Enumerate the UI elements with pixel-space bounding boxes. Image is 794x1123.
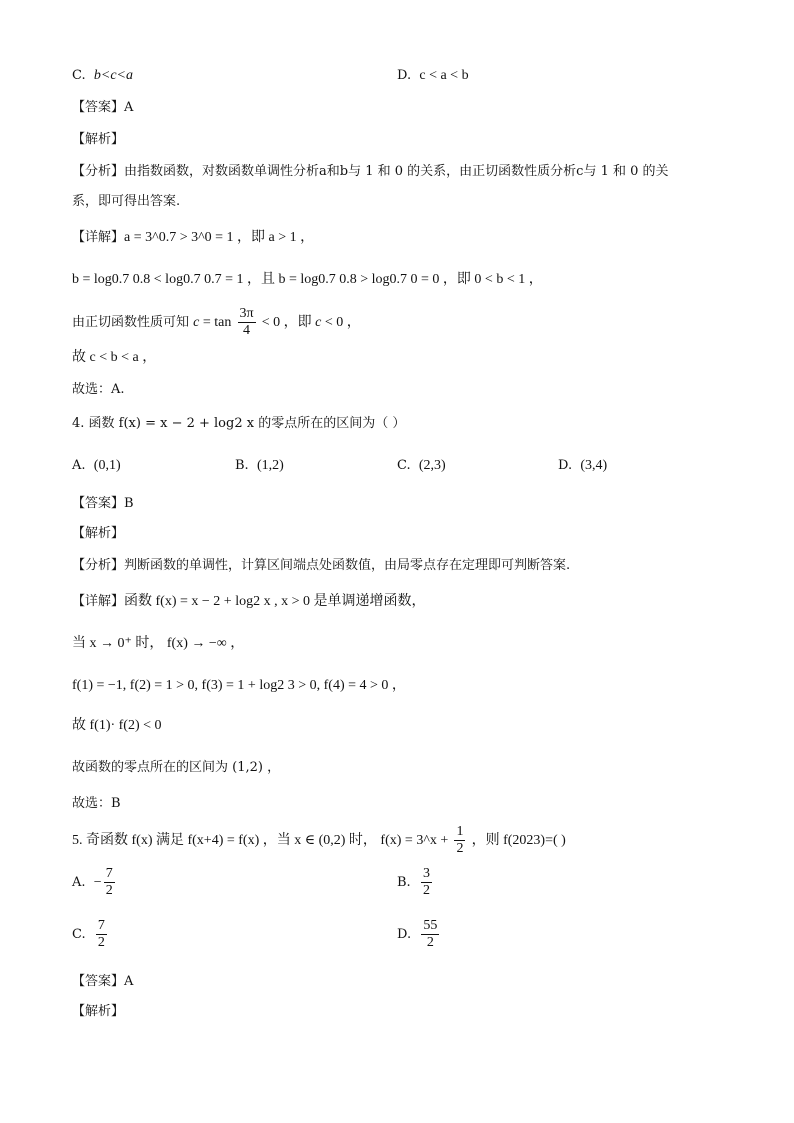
q3-option-d <box>397 66 469 86</box>
option-text: b<c<a <box>93 68 133 83</box>
q5-stem <box>72 824 566 858</box>
q5-analysis-header: 【解析】 <box>72 1004 125 1019</box>
q3-conclusion: 故选：A. <box>72 382 125 397</box>
detail-text: 由正切函数性质可知 <box>72 315 190 330</box>
fraction: $\frac{1}{2}$ <box>456 824 464 856</box>
q4-option-b: B. (1,2) <box>235 458 284 473</box>
q4-fenxi <box>72 556 570 576</box>
q4-option-a: A. (0,1) <box>72 458 121 473</box>
fraction: $\frac{3\pi}{4}$ <box>239 306 254 338</box>
q5-answer: 【答案】A <box>72 974 134 989</box>
fenxi-text: 判断函数的单调性，计算区间端点处函数值，由局零点存在定理即可判断答案. <box>124 558 571 573</box>
q4-option-d: D. (3,4) <box>558 458 608 473</box>
detail-label: 【详解】 <box>72 230 125 245</box>
q4-conclusion: 故选：B <box>72 796 121 811</box>
q4-stem: 4. 函数 f(x) = x − 2 + log2 x 的零点所在的区间为（ ） <box>72 416 406 431</box>
q4-detail-line5: 故函数的零点所在的区间为 (1,2) ， <box>72 760 281 775</box>
q5-option-d: D. $\frac{55}{2}$ <box>397 918 438 950</box>
detail-label: 【详解】 <box>72 594 125 609</box>
q3-fenxi-line1 <box>72 162 669 182</box>
stem-text: 5. 奇函数 f(x) 满足 f(x+4) = f(x) ，当 x ∈ (0,2) 时， f(x) = 3^x + <box>72 833 449 848</box>
detail-math: a = 3^0.7 > 3^0 = 1 ，即 a > 1 ， <box>124 230 315 245</box>
fenxi-text: 由指数函数，对数函数单调性分析a和b与 1 和 0 的关系，由正切函数性质分析c与 1 和 0 的关 <box>124 164 669 179</box>
q3-detail-line1 <box>72 228 314 248</box>
q3-fenxi-line2: 系，即可得出答案. <box>72 194 181 209</box>
q3-detail-line3: 由正切函数性质可知 c = tan $\frac{3\pi}{4}$ < 0 ，即 c < 0 ， <box>72 306 361 338</box>
q4-detail-line4: 故 f(1)· f(2) < 0 <box>72 718 162 733</box>
option-text: c < a < b <box>419 68 469 83</box>
q4-answer: 【答案】B <box>72 496 134 511</box>
q4-option-c: C. (2,3) <box>397 458 446 473</box>
q4-detail-line2: 当 x → 0⁺ 时， f(x) → −∞ ， <box>72 636 245 651</box>
q5-option-b: B. $\frac{3}{2}$ <box>397 866 430 898</box>
q5-option-c: C. $\frac{7}{2}$ <box>72 918 105 950</box>
q4-detail-line3: f(1) = −1, f(2) = 1 > 0, f(3) = 1 + log2 3 > 0, f(4) = 4 > 0 ， <box>72 678 406 693</box>
option-letter: D. <box>397 68 412 83</box>
fenxi-label: 【分析】 <box>72 558 125 573</box>
q4-detail-line1 <box>72 592 425 612</box>
q3-detail-line4: 故 c < b < a ， <box>72 350 157 365</box>
q3-option-c <box>72 66 133 86</box>
fenxi-label: 【分析】 <box>72 164 125 179</box>
q3-detail-line2: b = log0.7 0.8 < log0.7 0.7 = 1 ，且 b = log0.7 0.8 > log0.7 0 = 0 ，即 0 < b < 1 ， <box>72 272 543 287</box>
q4-analysis-header: 【解析】 <box>72 526 125 541</box>
q3-answer: 【答案】A <box>72 100 134 115</box>
option-letter: C. <box>72 68 86 83</box>
stem-text: ，则 f(2023)=( ) <box>471 833 566 848</box>
q5-option-a: A. − $\frac{7}{2}$ <box>72 866 113 898</box>
q3-analysis-header: 【解析】 <box>72 132 125 147</box>
detail-math: 函数 f(x) = x − 2 + log2 x , x > 0 是单调递增函数， <box>124 594 426 609</box>
